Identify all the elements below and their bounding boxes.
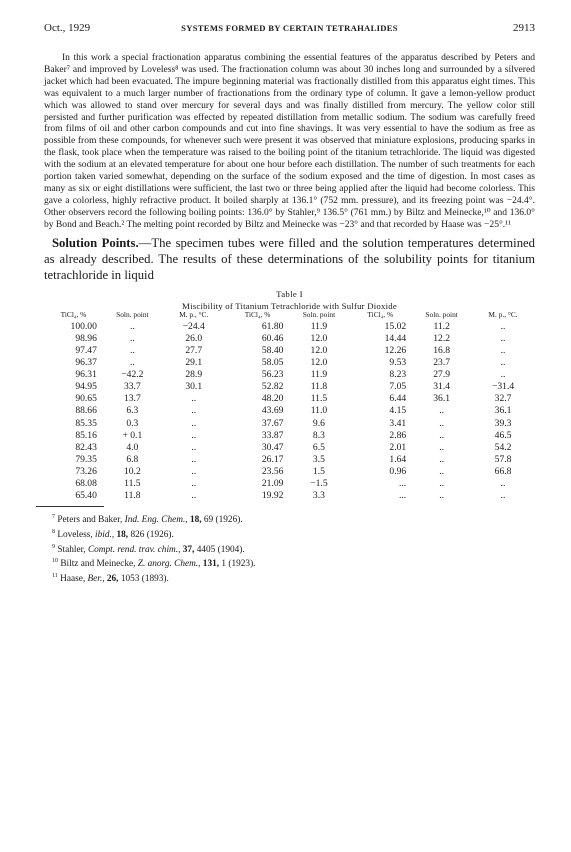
table-cell: ..: [129, 332, 135, 344]
footnote-mark: 9: [52, 543, 55, 550]
table-cell: ..: [191, 453, 197, 465]
issue-date: Oct., 1929: [44, 22, 91, 34]
column-header: M. p., °C.: [179, 310, 209, 320]
footnote-authors: Stahler,: [57, 544, 86, 555]
table-cell: ..: [500, 320, 506, 332]
table-cell: 12.2: [433, 332, 451, 344]
footnote-authors: Loveless,: [57, 529, 93, 540]
footnote-journal: Ber.,: [87, 574, 105, 585]
footnotes: [44, 512, 535, 585]
miscibility-table: [44, 311, 535, 502]
table-cell: 1.64: [389, 453, 407, 465]
table-cell: 11.2: [433, 320, 450, 332]
table-cell: ..: [439, 429, 445, 441]
footnote-mark: 11: [52, 572, 58, 579]
table-cell: 26.0: [185, 332, 203, 344]
table-row: [44, 321, 535, 333]
table-cell: ..: [191, 465, 197, 477]
footnote-authors: Biltz and Meinecke,: [60, 559, 136, 570]
table-cell: 23.56: [261, 465, 284, 477]
table-cell: ..: [439, 453, 445, 465]
table-cell: 60.46: [261, 332, 284, 344]
table-cell: 9.53: [389, 357, 407, 369]
table-row: [44, 454, 535, 466]
table-cell: −31.4: [491, 381, 515, 393]
table-cell: ..: [439, 465, 445, 477]
table-cell: 0.3: [126, 417, 139, 429]
footnote: [44, 512, 535, 527]
footnote-volume: 131,: [202, 559, 220, 570]
footnote-journal: ibid.,: [95, 529, 115, 540]
table-cell: ..: [191, 405, 197, 417]
table-cell: 90.65: [75, 393, 97, 405]
table-cell: ..: [191, 417, 197, 429]
table-row: [44, 405, 535, 417]
table-cell: 11.0: [310, 405, 328, 417]
table-cell: 10.2: [123, 465, 141, 477]
table-cell: 13.7: [123, 393, 141, 405]
table-cell: ..: [500, 478, 506, 490]
table-cell: 15.02: [384, 320, 407, 332]
paragraph-fractionation: In this work a special fractionation apparatus combining the essential features of the apparatus described by Peters and Baker⁷ and improved by Loveless⁸ was used. The fractionation column was about 30 inches long and surrounded by a silvered jacket which had been evacuated. The impure beginning material was fractionally distilled from this apparatus eight times. This was equivalent to a much larger number of fractionations from the ordinary type of column. It gave a lemon-yellow product which was allowed to stand over mercury for several days and was finally distilled from mercury. The yellow color still persisted and further purification was effected by repeated distillation from metallic sodium. The sodium was carefully freed from films of oil and other carbon compounds and cut into fine shavings. It was very essential to have the sodium as free as possible from these compounds, for whenever such were present it was observed that miniature explosions, producing sparks in the flask, took place when the temperature was raised to the boiling point of the titanium tetrachloride. The liquid was digested with the sodium at an elevated temperature for about one hour before each distillation. The number of such treatments for each portion taken varied somewhat, depending on the surface of the sodium exposed and the time of digestion. In most cases as many as six or eight distillations were sufficient, the last two or three being applied after the liquid had become colorless. This gave a colorless, highly refractive product. It boiled sharply at 136.1° (752 mm. pressure), and its freezing point was −24.4°. Other observers record the following boiling points: 136.0° by Stahler,⁹ 136.5° (761 mm.) by Biltz and Meinecke,¹⁰ and 136.0° by Bond and Beach.² The melting point recorded by Biltz and Meinecke was −23° and that recorded by Haase was −25°.¹¹: [44, 52, 535, 230]
table-cell: 8.3: [312, 429, 325, 441]
table-row: [44, 333, 535, 345]
running-title: SYSTEMS FORMED BY CERTAIN TETRAHALIDES: [181, 23, 398, 33]
footnote-rest: 826 (1926).: [130, 529, 174, 540]
footnote-volume: 37,: [182, 544, 195, 555]
table-cell: −1.5: [310, 478, 328, 490]
table-cell: 33.7: [123, 381, 141, 393]
footnote-volume: 18,: [189, 515, 202, 526]
footnote-rest: 1053 (1893).: [120, 574, 169, 585]
table-cell: 11.8: [124, 490, 141, 502]
table-cell: 30.47: [261, 441, 284, 453]
table-header-row: [44, 311, 535, 321]
table-cell: 85.35: [75, 417, 97, 429]
table-cell: 3.5: [312, 453, 325, 465]
table-cell: 4.0: [126, 441, 139, 453]
table-cell: 29.1: [185, 357, 203, 369]
footnote-journal: Ind. Eng. Chem.,: [124, 515, 188, 526]
table-cell: 11.9: [310, 320, 328, 332]
table-cell: 3.3: [312, 490, 325, 502]
table-cell: 9.6: [312, 417, 325, 429]
footnote: [44, 527, 535, 542]
table-cell: 30.1: [185, 381, 203, 393]
table-cell: 96.31: [75, 369, 97, 381]
table-cell: ..: [439, 441, 445, 453]
table-cell: 97.47: [75, 344, 97, 356]
table-cell: 14.44: [384, 332, 407, 344]
table-cell: −24.4: [182, 320, 205, 332]
table-row: [44, 357, 535, 369]
table-cell: 58.05: [261, 357, 284, 369]
footnote-volume: 26,: [106, 574, 119, 585]
table-cell: 46.5: [494, 429, 512, 441]
table-title: Table I: [276, 289, 303, 300]
table-cell: 11.5: [310, 393, 328, 405]
table-cell: 12.0: [310, 344, 328, 356]
table-row: [44, 345, 535, 357]
footnote-authors: Haase,: [60, 574, 86, 585]
table-cell: 0.96: [389, 465, 407, 477]
table-row: [44, 369, 535, 381]
paragraph-solution-points: [44, 235, 535, 284]
table-cell: 27.9: [433, 369, 451, 381]
footnote-authors: Peters and Baker,: [57, 515, 123, 526]
table-cell: 6.5: [312, 441, 325, 453]
table-cell: ..: [191, 393, 197, 405]
footnote-rest: 1 (1923).: [221, 559, 256, 570]
table-cell: 27.7: [185, 344, 203, 356]
table-cell: 2.01: [389, 441, 407, 453]
table-cell: ..: [129, 344, 135, 356]
footnote-rest: 69 (1926).: [203, 515, 243, 526]
table-cell: ..: [439, 478, 445, 490]
column-header: Soln. point: [425, 310, 458, 320]
table-cell: 39.3: [494, 417, 512, 429]
table-caption: Miscibility of Titanium Tetrachloride with Sulfur Dioxide: [182, 301, 397, 312]
table-cell: 23.7: [433, 357, 451, 369]
table-cell: 43.69: [261, 405, 284, 417]
footnote-mark: 8: [52, 528, 55, 535]
table-cell: 21.09: [261, 478, 284, 490]
table-cell: ..: [191, 478, 197, 490]
table-cell: 6.8: [126, 453, 139, 465]
table-cell: 88.66: [75, 405, 97, 417]
table-cell: 33.87: [261, 429, 284, 441]
table-cell: ..: [191, 441, 197, 453]
table-cell: ..: [500, 369, 506, 381]
table-cell: ..: [439, 417, 445, 429]
table-cell: 85.16: [75, 429, 97, 441]
table-row: [44, 418, 535, 430]
footnote-rest: 4405 (1904).: [196, 544, 245, 555]
table-cell: 6.3: [126, 405, 139, 417]
table-cell: 96.37: [75, 357, 97, 369]
table-cell: ..: [129, 357, 135, 369]
table-row: [44, 430, 535, 442]
table-cell: ..: [191, 429, 197, 441]
table-row: [44, 478, 535, 490]
table-cell: + 0.1: [122, 429, 143, 441]
table-row: [44, 466, 535, 478]
column-header: TiCl₄, %: [244, 310, 271, 320]
table-cell: ...: [399, 478, 407, 490]
table-cell: 4.15: [389, 405, 407, 417]
paragraph-solution-text: —The specimen tubes were filled and the solution temperatures determined as already described. The results of these determinations of the solubility points for titanium tetrachloride in liquid: [44, 235, 536, 282]
table-cell: 11.9: [310, 369, 328, 381]
table-cell: 12.0: [310, 357, 328, 369]
footnote: [44, 542, 535, 557]
column-header: Soln. point: [116, 310, 149, 320]
table-cell: 2.86: [389, 429, 407, 441]
table-cell: −42.2: [121, 369, 144, 381]
table-row: [44, 442, 535, 454]
journal-page: [44, 22, 535, 586]
table-cell: 73.26: [75, 465, 97, 477]
table-cell: ..: [500, 357, 506, 369]
table-cell: 100.00: [70, 320, 97, 332]
table-cell: 58.40: [261, 344, 284, 356]
table-body: [44, 321, 535, 502]
table-row: [44, 393, 535, 405]
footnote-divider: [36, 506, 104, 507]
table-cell: ..: [500, 490, 506, 502]
footnote-journal: Compt. rend. trav. chim.,: [87, 544, 181, 555]
table-cell: ..: [500, 332, 506, 344]
table-cell: ..: [191, 490, 197, 502]
footnote: [44, 556, 535, 571]
table-cell: 26.17: [261, 453, 284, 465]
table-cell: 37.67: [261, 417, 284, 429]
footnote: [44, 571, 535, 586]
footnote-volume: 18,: [116, 529, 129, 540]
table-cell: ...: [399, 490, 407, 502]
table-row: [44, 490, 535, 502]
column-header: M. p., °C.: [488, 310, 518, 320]
footnote-mark: 10: [52, 558, 58, 565]
table-row: [44, 381, 535, 393]
table-cell: 57.8: [494, 453, 512, 465]
table-cell: 16.8: [433, 344, 451, 356]
table-cell: 36.1: [433, 393, 451, 405]
table-cell: 11.8: [310, 381, 328, 393]
table-cell: 11.5: [124, 478, 141, 490]
table-cell: 12.26: [384, 344, 407, 356]
table-cell: 28.9: [185, 369, 203, 381]
column-header: Soln. point: [302, 310, 336, 320]
footnote-journal: Z. anorg. Chem.,: [137, 559, 201, 570]
table-cell: 68.08: [75, 478, 97, 490]
table-cell: 65.40: [75, 490, 97, 502]
table-cell: ..: [439, 490, 445, 502]
table-cell: 12.0: [310, 332, 328, 344]
page-number: 2913: [513, 22, 535, 34]
section-heading: Solution Points.: [52, 235, 139, 250]
table-cell: ..: [439, 405, 445, 417]
table-cell: 1.5: [312, 465, 325, 477]
table-cell: 8.23: [389, 369, 407, 381]
table-cell: 3.41: [389, 417, 407, 429]
table-cell: 94.95: [75, 381, 97, 393]
table-cell: 56.23: [261, 369, 284, 381]
column-header: TiCl₄, %: [367, 310, 394, 320]
footnote-mark: 7: [52, 514, 55, 521]
column-header: TiCl₄, %: [60, 310, 87, 320]
table-cell: 32.7: [494, 393, 512, 405]
table-cell: 19.92: [261, 490, 284, 502]
table-cell: 79.35: [75, 453, 97, 465]
table-cell: 82.43: [75, 441, 97, 453]
body-text-small: [44, 52, 535, 231]
table-cell: 61.80: [261, 320, 284, 332]
body-text-large: [44, 235, 535, 284]
table-cell: 54.2: [494, 441, 512, 453]
table-cell: ..: [500, 344, 506, 356]
table-cell: 66.8: [494, 465, 512, 477]
table-cell: 7.05: [389, 381, 407, 393]
table-cell: 6.44: [389, 393, 407, 405]
table-cell: ..: [129, 320, 135, 332]
table-cell: 36.1: [494, 405, 512, 417]
page-header: [44, 22, 535, 36]
table-cell: 52.82: [261, 381, 284, 393]
table-cell: 31.4: [433, 381, 451, 393]
table-cell: 48.20: [261, 393, 284, 405]
table-cell: 98.96: [75, 332, 97, 344]
